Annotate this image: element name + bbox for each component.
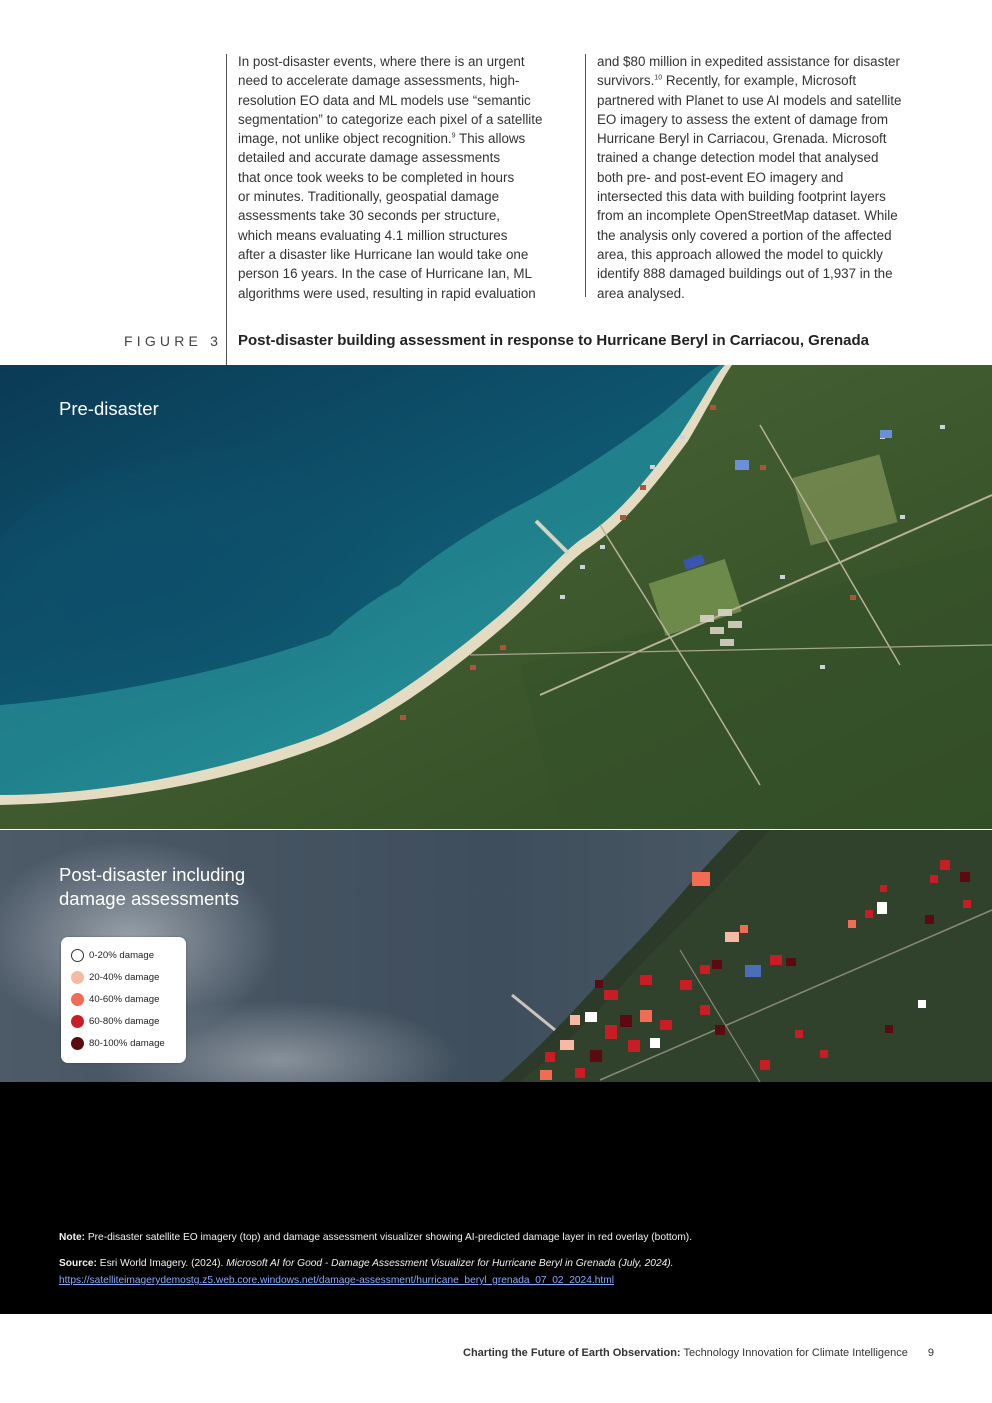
- legend-label: 20-40% damage: [89, 972, 160, 983]
- text-line: area analysed.: [597, 285, 685, 301]
- page-footer: [463, 1347, 934, 1359]
- damage-legend: [61, 937, 186, 1063]
- figure-note: [59, 1231, 692, 1245]
- figure-caption: [0, 330, 992, 354]
- text-line: and $80 million in expedited assistance for disaster: [597, 54, 900, 69]
- text-line: segmentation” to categorize each pixel of a satellite: [238, 111, 543, 127]
- post-disaster-label: [59, 863, 245, 911]
- source-link[interactable]: https://satelliteimagerydemostg.z5.web.core.windows.net/damage-assessment/hurricane_beryl_grenada_07_02_2024.html: [59, 1275, 614, 1286]
- text-fragment: Recently, for example, Microsoft: [662, 73, 857, 89]
- note-label: Note:: [59, 1232, 86, 1243]
- figure-label: FIGURE 3: [124, 333, 223, 349]
- footer-subtitle: Technology Innovation for Climate Intelligence: [680, 1347, 908, 1359]
- text-line: that once took weeks to be completed in hours: [238, 169, 515, 185]
- post-disaster-image: [0, 830, 992, 1082]
- text-line: after a disaster like Hurricane Ian would take one: [238, 246, 529, 262]
- legend-swatch: [71, 993, 84, 1006]
- post-disaster-label-line: Post-disaster including: [59, 864, 246, 885]
- text-line: or minutes. Traditionally, geospatial damage: [238, 189, 500, 205]
- pre-disaster-label: Pre-disaster: [59, 398, 159, 419]
- text-line: Hurricane Beryl in Carriacou, Grenada. Microsoft: [597, 131, 887, 147]
- legend-swatch: [71, 949, 84, 962]
- footnote-ref: 10: [654, 74, 663, 82]
- column-divider-left: [226, 54, 227, 365]
- figure-source: [59, 1257, 674, 1271]
- legend-label: 60-80% damage: [89, 1016, 160, 1027]
- legend-swatch: [71, 971, 84, 984]
- legend-swatch: [71, 1015, 84, 1028]
- text-line: [597, 71, 942, 90]
- pre-disaster-image: [0, 365, 992, 829]
- note-text: Pre-disaster satellite EO imagery (top) and damage assessment visualizer showing AI-predicted damage layer in red overlay (bottom).: [85, 1232, 693, 1243]
- text-line: from an incomplete OpenStreetMap dataset. While: [597, 208, 898, 224]
- footnote-ref: 9: [451, 132, 456, 140]
- legend-label: 80-100% damage: [89, 1038, 165, 1049]
- source-label: Source:: [59, 1258, 97, 1269]
- legend-label: 40-60% damage: [89, 994, 160, 1005]
- body-column-right: [597, 52, 942, 303]
- figure-notes-panel: [0, 1082, 992, 1314]
- text-line: EO imagery to assess the extent of damage from: [597, 111, 889, 127]
- footer-publication-title: Charting the Future of Earth Observation:: [463, 1347, 681, 1359]
- source-link-line: [59, 1274, 614, 1288]
- text-fragment: survivors.: [597, 73, 655, 89]
- text-line: identify 888 damaged buildings out of 1,937 in the: [597, 266, 893, 282]
- text-line: algorithms were used, resulting in rapid evaluation: [238, 285, 536, 301]
- legend-swatch: [71, 1037, 84, 1050]
- text-line: which means evaluating 4.1 million structures: [238, 227, 508, 243]
- text-line: trained a change detection model that analysed: [597, 150, 879, 166]
- text-line: assessments take 30 seconds per structure,: [238, 208, 500, 224]
- page-number: 9: [927, 1347, 934, 1359]
- text-fragment: This allows: [455, 131, 526, 147]
- pre-disaster-satellite-illustration: [0, 365, 992, 829]
- text-line: need to accelerate damage assessments, high-: [238, 73, 520, 89]
- text-line: [238, 129, 578, 148]
- legend-label: 0-20% damage: [89, 950, 155, 961]
- text-line: In post-disaster events, where there is an urgent: [238, 54, 525, 69]
- text-line: person 16 years. In the case of Hurricane Ian, ML: [238, 266, 533, 282]
- text-line: detailed and accurate damage assessments: [238, 150, 501, 166]
- figure-title: Post-disaster building assessment in response to Hurricane Beryl in Carriacou, Grenada: [238, 332, 870, 349]
- text-line: the analysis only covered a portion of the affected: [597, 227, 892, 243]
- text-fragment: image, not unlike object recognition.: [238, 131, 452, 147]
- text-line: resolution EO data and ML models use “semantic: [238, 92, 531, 108]
- body-column-left: [238, 52, 578, 303]
- post-disaster-label-line: damage assessments: [59, 888, 239, 909]
- text-line: both pre- and post-event EO imagery and: [597, 169, 844, 185]
- text-line: intersected this data with building footprint layers: [597, 189, 886, 205]
- text-line: area, this approach allowed the model to quickly: [597, 246, 883, 262]
- source-text: Esri World Imagery. (2024).: [96, 1258, 227, 1269]
- text-line: partnered with Planet to use AI models and satellite: [597, 92, 902, 108]
- column-divider-center: [585, 54, 586, 297]
- source-title: Microsoft AI for Good - Damage Assessment Visualizer for Hurricane Beryl in Grenada (July, 2024).: [226, 1258, 674, 1269]
